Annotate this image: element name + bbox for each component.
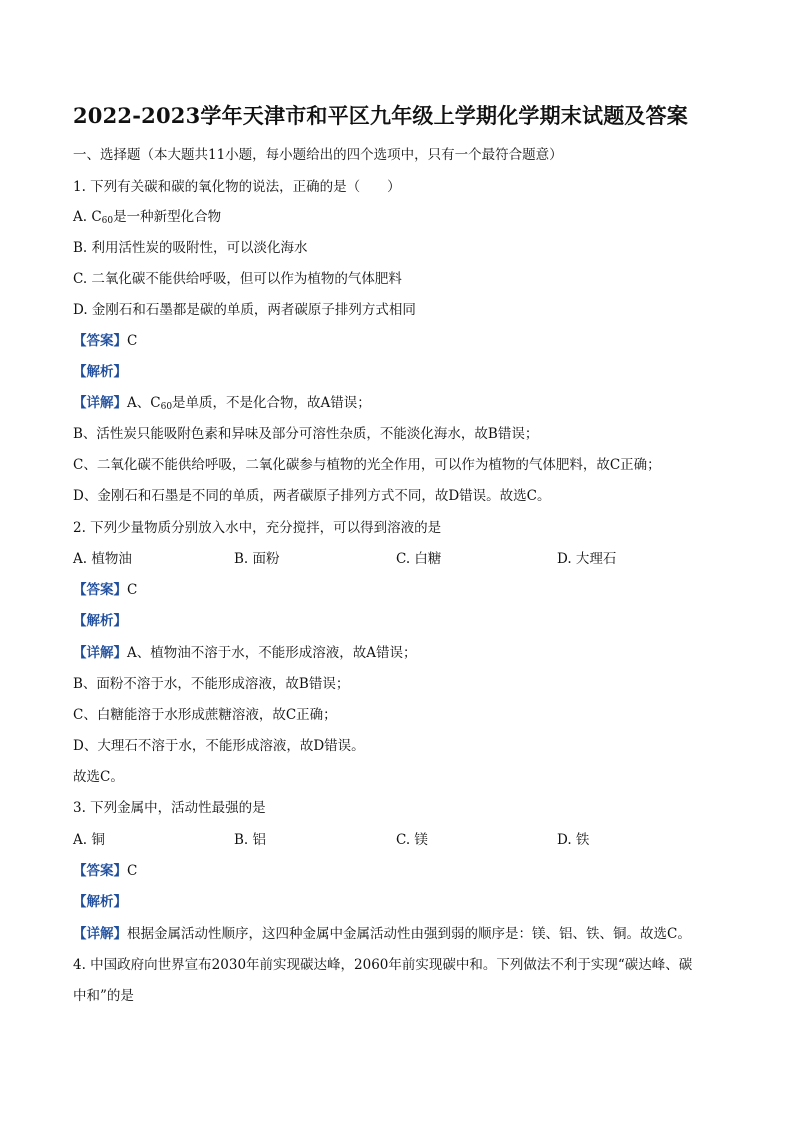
detail-label: 【详解】	[73, 645, 127, 661]
q3-option-d: D. 铁	[557, 832, 590, 848]
q1-detail-a-prefix: A、C	[127, 395, 161, 411]
q2-detail-a	[73, 643, 417, 663]
q3-option-a: A. 铜	[73, 832, 105, 848]
answer-label: 【答案】	[73, 582, 127, 598]
q1-detail-c: C、二氧化碳不能供给呼吸，二氧化碳参与植物的光全作用，可以作为植物的气体肥料，故C正确；	[73, 457, 661, 473]
q2-detail-a-text: A、植物油不溶于水，不能形成溶液，故A错误；	[127, 645, 417, 661]
q1-detail-a	[73, 393, 371, 417]
q1-option-a-prefix: A. C	[73, 209, 102, 225]
q2-stem: 2. 下列少量物质分别放入水中，充分搅拌，可以得到溶液的是	[73, 520, 442, 536]
q2-option-c: C. 白糖	[396, 551, 442, 567]
q2-detail-c: C、白糖能溶于水形成蔗糖溶液，故C正确；	[73, 707, 337, 723]
q1-option-c: C. 二氧化碳不能供给呼吸，但可以作为植物的气体肥料	[73, 271, 402, 287]
answer-label: 【答案】	[73, 333, 127, 349]
q3-analysis	[73, 892, 127, 912]
q1-stem: 1. 下列有关碳和碳的氧化物的说法，正确的是（ ）	[73, 179, 401, 195]
q3-detail	[73, 924, 691, 944]
analysis-label: 【解析】	[73, 894, 127, 910]
q1-answer-value: C	[127, 333, 138, 349]
q1-detail-a-subscript: 60	[160, 402, 173, 412]
q1-answer	[73, 331, 137, 351]
q1-option-b: B. 利用活性炭的吸附性，可以淡化海水	[73, 240, 308, 256]
q2-answer-value: C	[127, 582, 138, 598]
analysis-label: 【解析】	[73, 613, 127, 629]
q2-option-d: D. 大理石	[557, 551, 617, 567]
q2-analysis	[73, 611, 127, 631]
q3-answer	[73, 861, 137, 881]
q1-option-a-text: 是一种新型化合物	[113, 209, 222, 225]
q3-option-b: B. 铝	[234, 832, 267, 848]
q1-analysis	[73, 362, 127, 382]
q2-detail-d: D、大理石不溶于水，不能形成溶液，故D错误。	[73, 738, 365, 754]
q1-detail-b: B、活性炭只能吸附色素和异味及部分可溶性杂质，不能淡化海水，故B错误；	[73, 426, 539, 442]
q1-option-a-subscript: 60	[101, 216, 114, 226]
q1-detail-d: D、金刚石和石墨是不同的单质，两者碳原子排列方式不同，故D错误。故选C。	[73, 488, 551, 504]
q2-option-a: A. 植物油	[73, 551, 132, 567]
q2-answer	[73, 580, 137, 600]
detail-label: 【详解】	[73, 395, 127, 411]
q3-option-c: C. 镁	[396, 832, 428, 848]
q2-option-b: B. 面粉	[234, 551, 280, 567]
q2-conclusion: 故选C。	[73, 769, 124, 785]
section-heading: 一、选择题（本大题共11小题，每小题给出的四个选项中，只有一个最符合题意）	[73, 147, 563, 163]
analysis-label: 【解析】	[73, 364, 127, 380]
q4-stem-line2: 中和”的是	[73, 988, 134, 1004]
q1-option-d: D. 金刚石和石墨都是碳的单质，两者碳原子排列方式相同	[73, 302, 416, 318]
q4-stem-line1: 4. 中国政府向世界宣布2030年前实现碳达峰，2060年前实现碳中和。下列做法不利于实现“碳达峰、碳	[73, 957, 693, 973]
q3-answer-value: C	[127, 863, 138, 879]
document-title: 2022-2023学年天津市和平区九年级上学期化学期末试题及答案	[73, 103, 689, 128]
q1-option-a	[73, 207, 221, 231]
q3-detail-text: 根据金属活动性顺序，这四种金属中金属活动性由强到弱的顺序是：镁、铝、铁、铜。故选C。	[127, 926, 691, 942]
answer-label: 【答案】	[73, 863, 127, 879]
q1-detail-a-text: 是单质，不是化合物，故A错误；	[172, 395, 371, 411]
q2-detail-b: B、面粉不溶于水，不能形成溶液，故B错误；	[73, 676, 350, 692]
detail-label: 【详解】	[73, 926, 127, 942]
q3-stem: 3. 下列金属中，活动性最强的是	[73, 800, 266, 816]
